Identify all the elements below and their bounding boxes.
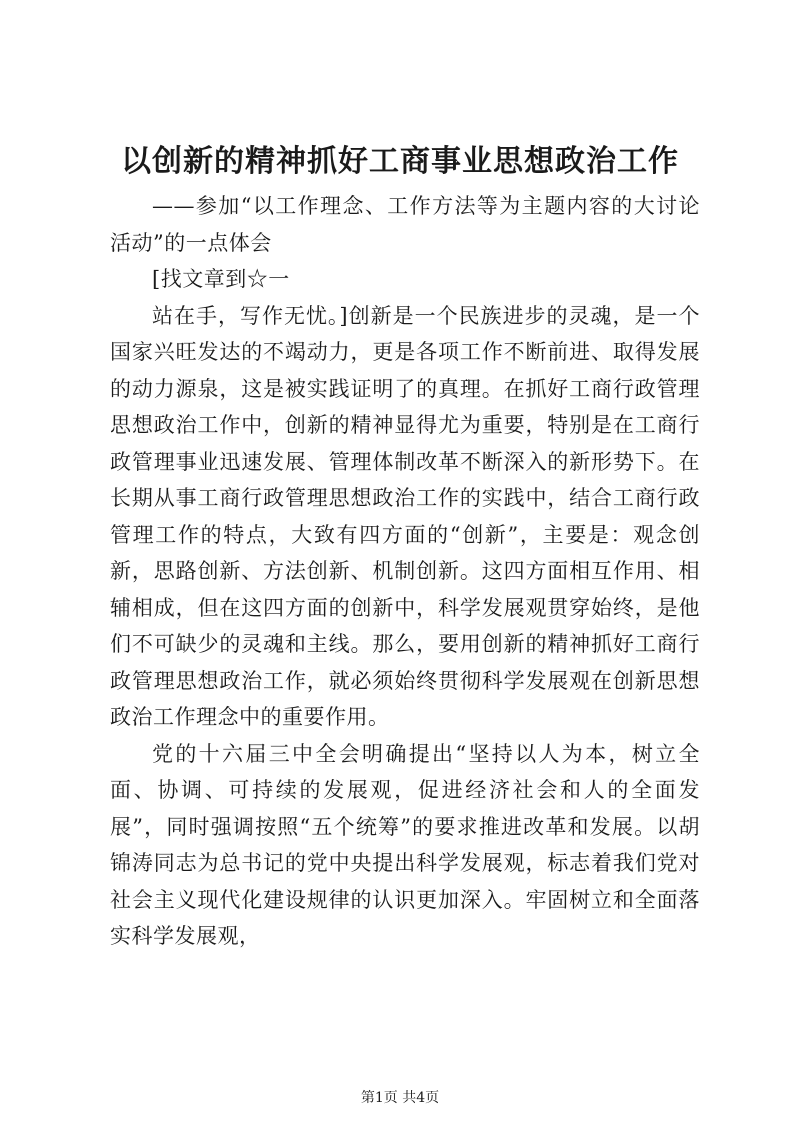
body-paragraph-2: 站在手，写作无忧。]创新是一个民族进步的灵魂，是一个国家兴旺发达的不竭动力，更是各项工作不断前进、取得发展的动力源泉，这是被实践证明了的真理。在抓好工商行政管理思想政治工作中，创新的精神显得尤为重要，特别是在工商行政管理事业迅速发展、管理体制改革不断深入的新形势下。在长期从事工商行政管理思想政治工作的实践中，结合工商行政管理工作的特点，大致有四方面的“创新”，主要是：观念创新，思路创新、方法创新、机制创新。这四方面相互作用、相辅相成，但在这四方面的创新中，科学发展观贯穿始终，是他们不可缺少的灵魂和主线。那么，要用创新的精神抓好工商行政管理思想政治工作，就必须始终贯彻科学发展观在创新思想政治工作理念中的重要作用。 — [110, 303, 700, 729]
document-title: 以创新的精神抓好工商事业思想政治工作 — [121, 144, 679, 179]
page-number-footer: 第1页 共4页 — [360, 1090, 440, 1106]
body-paragraph-1: [找文章到☆一 — [152, 267, 290, 291]
body-paragraph-3: 党的十六届三中全会明确提出“坚持以人为本，树立全面、协调、可持续的发展观，促进经济社会和人的全面发展”，同时强调按照“五个统筹”的要求推进改革和发展。以胡锦涛同志为总书记的党中央提出科学发展观，标志着我们党对社会主义现代化建设规律的认识更加深入。牢固树立和全面落实科学发展观， — [110, 741, 700, 948]
document-subtitle: ——参加“以工作理念、工作方法等为主题内容的大讨论活动”的一点体会 — [110, 194, 700, 255]
document-body — [110, 188, 700, 955]
